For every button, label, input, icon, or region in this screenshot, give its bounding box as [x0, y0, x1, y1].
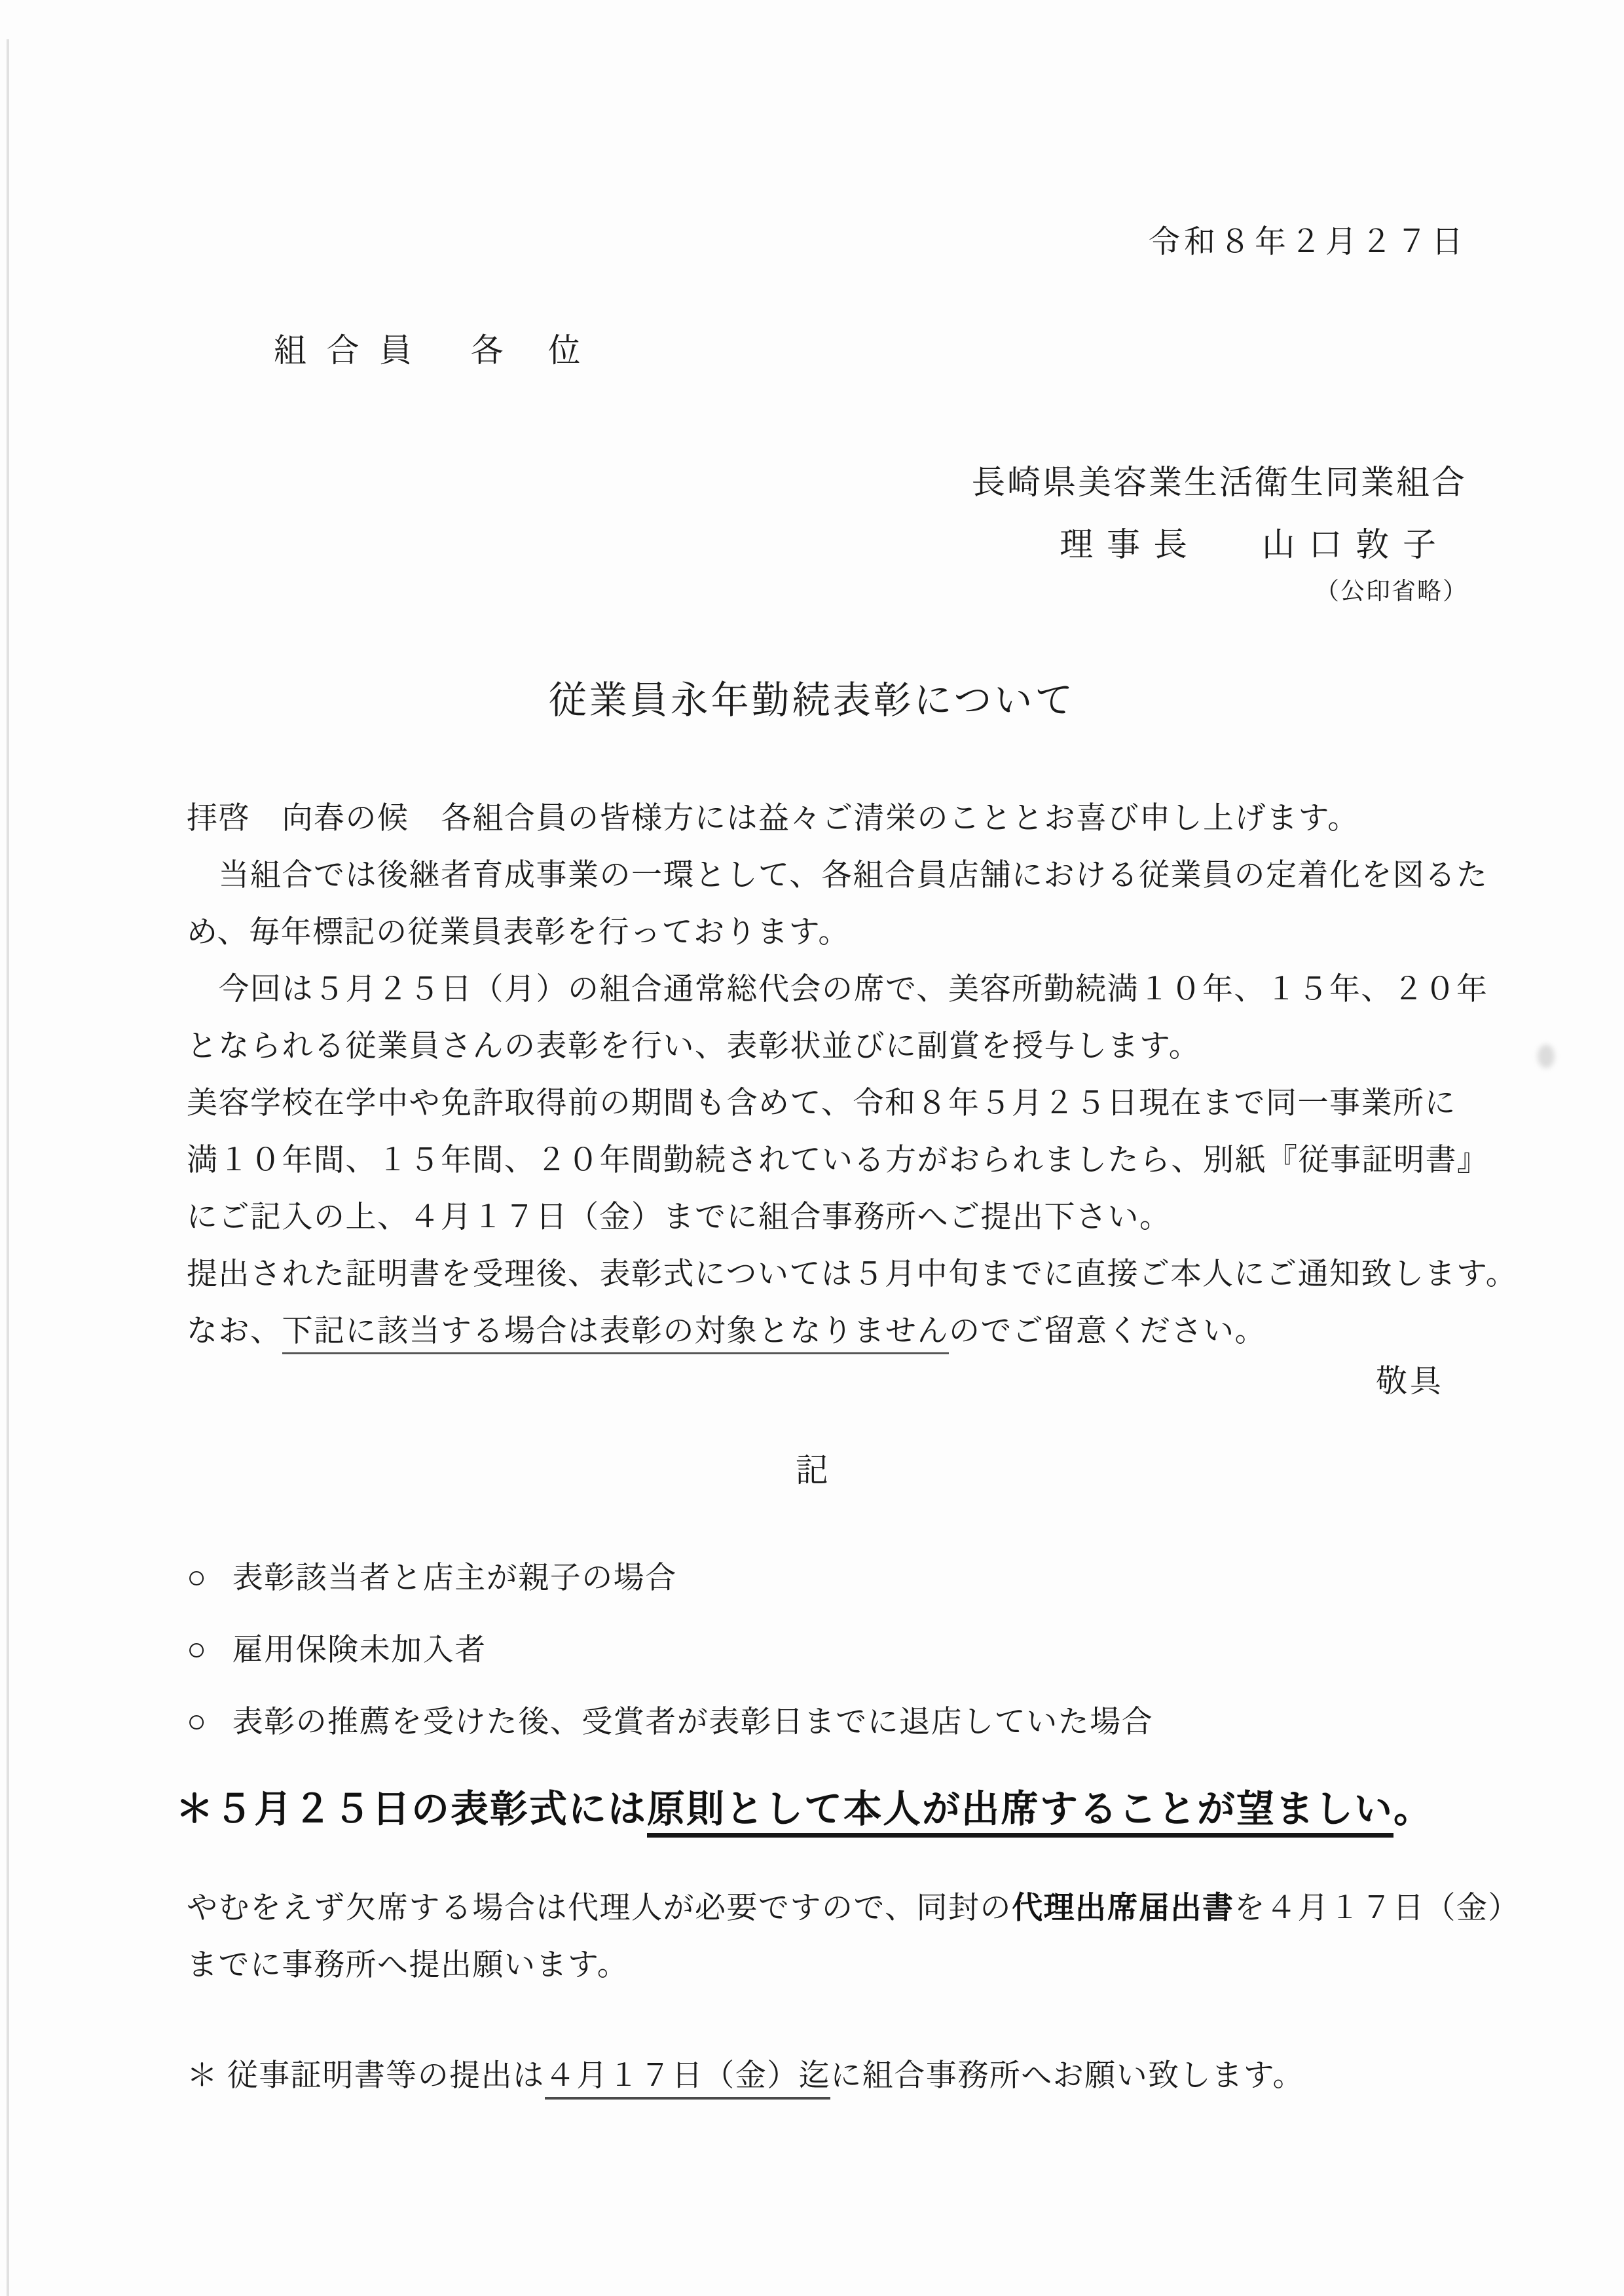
highlight-underlined-text: 原則として本人が出席することが望ましい: [647, 1788, 1393, 1838]
submit-suffix: に組合事務所へお願い致します。: [830, 2059, 1304, 2093]
sender-organization: 長崎県美容業生活衛生同業組合: [971, 465, 1467, 502]
proxy-line-1: [187, 1883, 1520, 1927]
circle-marker-icon: ○: [187, 1631, 208, 1667]
seal-omitted-note: （公印省略）: [1315, 578, 1468, 605]
body-line-4: 今回は５月２５日（月）の組合通常総代会の席で、美容所勤続満１０年、１５年、２０年: [187, 972, 1488, 1007]
body-line-3: め、毎年標記の従業員表彰を行っております。: [187, 916, 850, 950]
highlight-suffix: 。: [1393, 1788, 1433, 1830]
body-line-8: にご記入の上、４月１７日（金）までに組合事務所へご提出下さい。: [187, 1200, 1172, 1234]
document-title: 従業員永年勤続表彰について: [548, 679, 1076, 722]
bullet-item-1: [187, 1553, 677, 1597]
scan-edge-artifact: [7, 39, 9, 2296]
scan-smudge-artifact: [1538, 1045, 1555, 1068]
bullet-item-3: [187, 1697, 1153, 1741]
submit-deadline-line: [187, 2051, 1304, 2095]
circle-marker-icon: ○: [187, 1703, 208, 1739]
body-line-5: となられる従業員さんの表彰を行い、表彰状並びに副賞を授与します。: [187, 1029, 1201, 1064]
highlight-prefix: ５月２５日の表彰式には: [215, 1788, 648, 1830]
sender-title-and-name: 理 事 長 山 口 敦 子: [1060, 527, 1439, 564]
body-line-note: [187, 1306, 1266, 1350]
proxy-suffix: を４月１７日（金）: [1234, 1891, 1521, 1925]
submit-prefix: 従事証明書等の提出は: [227, 2059, 545, 2093]
bullet-item-2: [187, 1625, 487, 1669]
bullet-text: 表彰該当者と店主が親子の場合: [232, 1561, 677, 1595]
note-suffix: のでご留意ください。: [949, 1314, 1266, 1348]
body-line-1: 拝啓 向春の候 各組合員の皆様方には益々ご清栄のこととお喜び申し上げます。: [187, 802, 1359, 836]
body-line-9: 提出された証明書を受理後、表彰式については５月中旬までに直接ご本人にご通知致します。: [187, 1257, 1518, 1291]
closing-keigu: 敬具: [1375, 1364, 1444, 1399]
addressee-line: 組 合 員 各 位: [274, 332, 587, 369]
submit-underlined-date: ４月１７日（金）迄: [545, 2059, 831, 2100]
bullet-text: 表彰の推薦を受けた後、受賞者が表彰日までに退店していた場合: [232, 1705, 1154, 1739]
body-line-6: 美容学校在学中や免許取得前の期間も含めて、令和８年５月２５日現在まで同一事業所に: [187, 1086, 1457, 1120]
asterisk-marker: ＊: [187, 2059, 227, 2093]
date-line: 令和８年２月２７日: [1148, 225, 1467, 259]
bullet-text: 雇用保険未加入者: [232, 1633, 487, 1667]
note-prefix: なお、: [187, 1314, 282, 1348]
proxy-line-2: までに事務所へ提出願います。: [187, 1948, 629, 1982]
proxy-prefix: やむをえず欠席する場合は代理人が必要ですので、同封の: [187, 1891, 1012, 1925]
record-marker: 記: [796, 1452, 828, 1489]
body-line-7: 満１０年間、１５年間、２０年間勤続されている方がおられましたら、別紙『従事証明書』: [187, 1143, 1489, 1177]
body-line-2: 当組合では後継者育成事業の一環として、各組合員店舗における従業員の定着化を図るた: [187, 859, 1488, 893]
proxy-form-name-bold: 代理出席届出書: [1012, 1890, 1234, 1925]
asterisk-marker: ＊: [175, 1788, 215, 1830]
circle-marker-icon: ○: [187, 1559, 208, 1595]
highlight-attendance-line: [175, 1778, 1433, 1833]
note-underlined-text: 下記に該当する場合は表彰の対象となりません: [282, 1314, 950, 1354]
